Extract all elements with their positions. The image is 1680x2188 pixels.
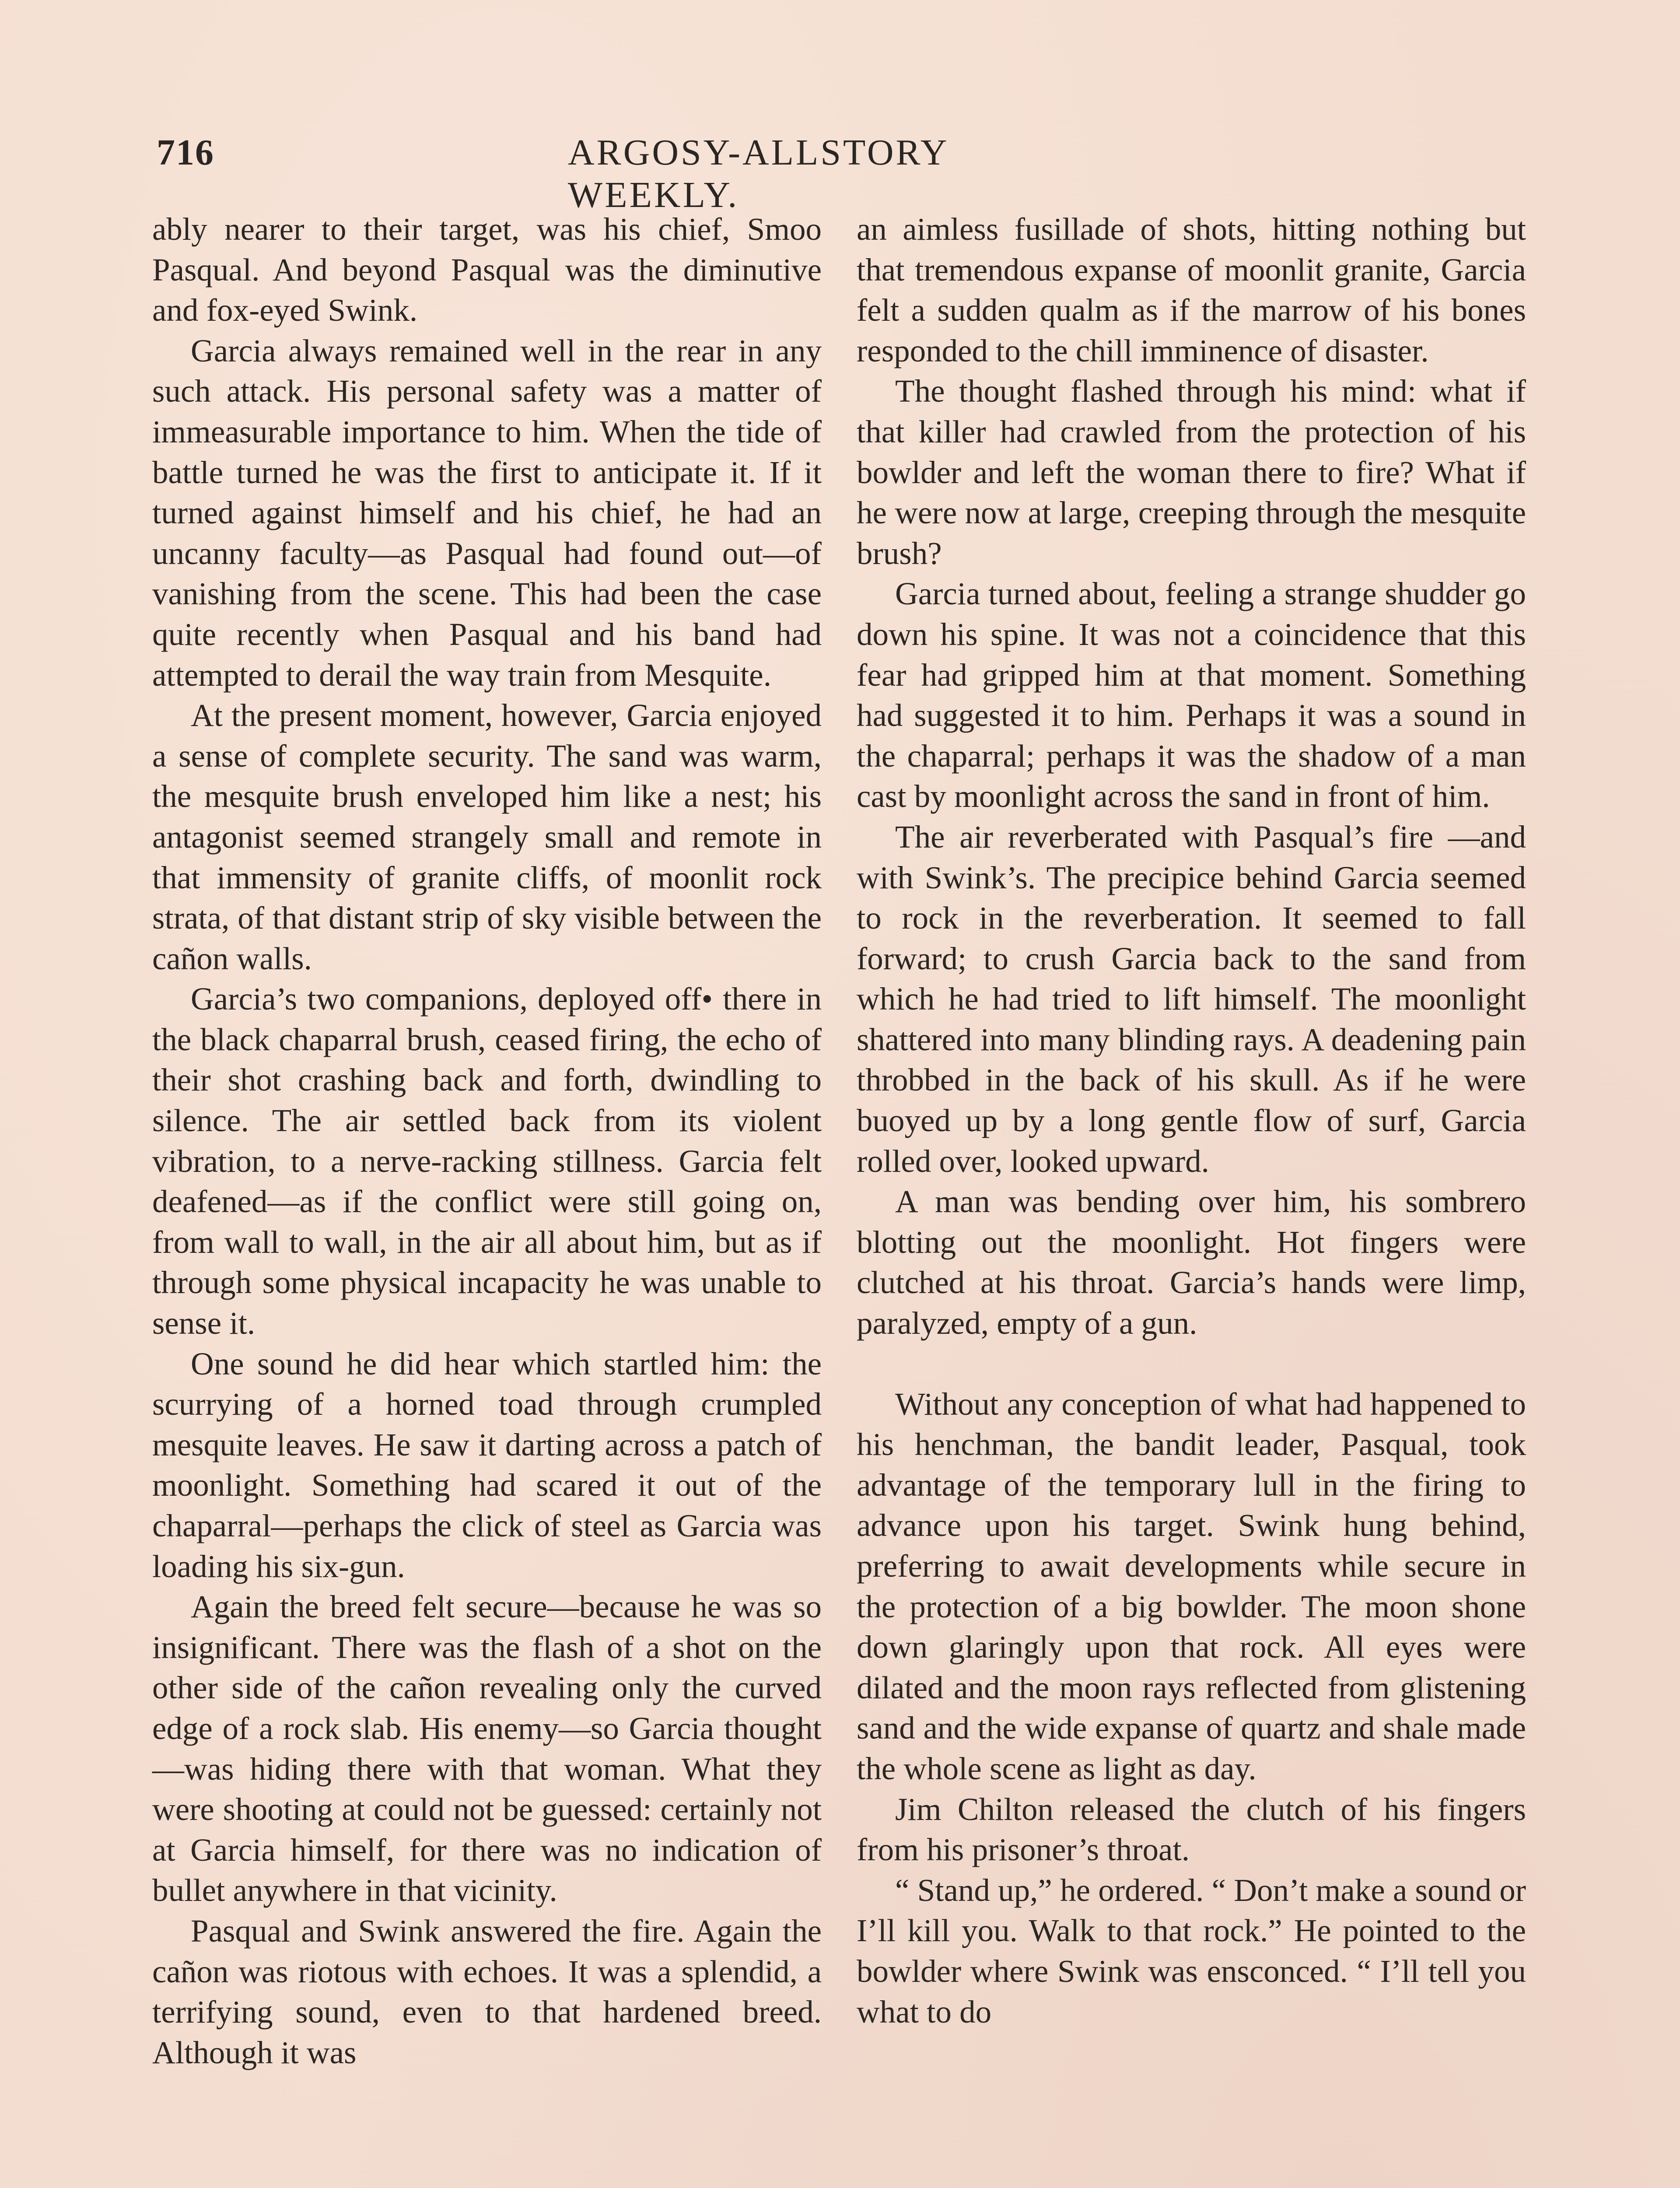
paragraph: Pasqual and Swink answered the fire. Again the cañon was riotous with echoes. It was a splendid, a terrifying sound, even to that hardened breed. Although it was — [152, 1913, 822, 2070]
paragraph: At the present moment, however, Garcia enjoyed a sense of complete security. The sand was warm, the mesquite brush enveloped him like a nest; his antagonist seemed strangely small and remote in that immensity of granite cliffs, of moonlit rock strata, of that distant strip of sky visible between the cañon walls. — [152, 698, 822, 976]
paragraph: Without any conception of what had happened to his henchman, the bandit leader, Pasqual, took advantage of the temporary lull in the firing to advance upon his target. Swink hung behind, preferring to await developments while secure in the protection of a big bowlder. The moon shone down glaringly upon that rock. All eyes were dilated and the moon rays reflected from glistening sand and the wide expanse of quartz and shale made the whole scene as light as day. — [857, 1386, 1526, 1786]
paragraph: One sound he did hear which startled him: the scurrying of a horned toad through crumpled mesquite leaves. He saw it darting across a patch of moonlight. Something had scared it out of the chaparral—perhaps the click of steel as Garcia was loading his six-gun. — [152, 1346, 822, 1584]
running-head: ARGOSY-ALLSTORY WEEKLY. — [568, 132, 948, 215]
paragraph: Garcia always remained well in the rear in any such attack. His personal safety was a matter of immeasurable importance to him. When the tide of battle turned he was the first to anticipate it. If it turned against himself and his chief, he had an uncanny faculty—as Pasqual had found out—of vanishing from the scene. This had been the case quite recently when Pasqual and his band had attempted to derail the way train from Mesquite. — [152, 333, 822, 693]
paragraph: A man was bending over him, his sombrero blotting out the moonlight. Hot fingers were clutched at his throat. Garcia’s hands were limp, paralyzed, empty of a gun. — [857, 1184, 1526, 1341]
page-header — [157, 131, 1124, 215]
right-column — [857, 209, 1526, 2032]
paragraph: an aimless fusillade of shots, hitting nothing but that tremendous expanse of moonlit granite, Garcia felt a sudden qualm as if the marrow of his bones responded to the chill imminence of disaster. — [857, 211, 1526, 368]
paragraph: Jim Chilton released the clutch of his fingers from his prisoner’s throat. — [857, 1791, 1526, 1868]
left-column — [152, 209, 822, 2073]
paragraph: The thought flashed through his mind: what if that killer had crawled from the protection of his bowlder and left the woman there to fire? What if he were now at large, creeping through the mesquite brush? — [857, 373, 1526, 571]
paragraph: Garcia turned about, feeling a strange shudder go down his spine. It was not a coincidence that this fear had gripped him at that moment. Something had suggested it to him. Perhaps it was a sound in the chaparral; perhaps it was the shadow of a man cast by moonlight across the sand in front of him. — [857, 576, 1526, 814]
page-number: 716 — [157, 132, 214, 173]
paragraph: Again the breed felt secure—because he was so insignificant. There was the flash of a shot on the other side of the cañon revealing only the curved edge of a rock slab. His enemy—so Garcia thought—was hiding there with that woman. What they were shooting at could not be guessed: certainly not at Garcia himself, for there was no indication of bullet anywhere in that vicinity. — [152, 1589, 822, 1908]
paragraph: “ Stand up,” he ordered. “ Don’t make a sound or I’ll kill you. Walk to that rock.” He pointed to the bowlder where Swink was ensconced. “ I’ll tell you what to do — [857, 1872, 1526, 2030]
paragraph: Garcia’s two companions, deployed off• there in the black chaparral brush, ceased firing, the echo of their shot crashing back and forth, dwindling to silence. The air settled back from its violent vibration, to a nerve-racking stillness. Garcia felt deafened—as if the conflict were still going on, from wall to wall, in the air all about him, but as if through some physical incapacity he was unable to sense it. — [152, 981, 822, 1341]
paragraph: The air reverberated with Pasqual’s fire —and with Swink’s. The precipice behind Garcia seemed to rock in the reverberation. It seemed to fall forward; to crush Garcia back to the sand from which he had tried to lift himself. The moonlight shattered into many blinding rays. A deadening pain throbbed in the back of his skull. As if he were buoyed up by a long gentle flow of surf, Garcia rolled over, looked upward. — [857, 819, 1526, 1179]
paragraph: ably nearer to their target, was his chief, Smoo Pasqual. And beyond Pasqual was the diminutive and fox-eyed Swink. — [152, 211, 822, 328]
